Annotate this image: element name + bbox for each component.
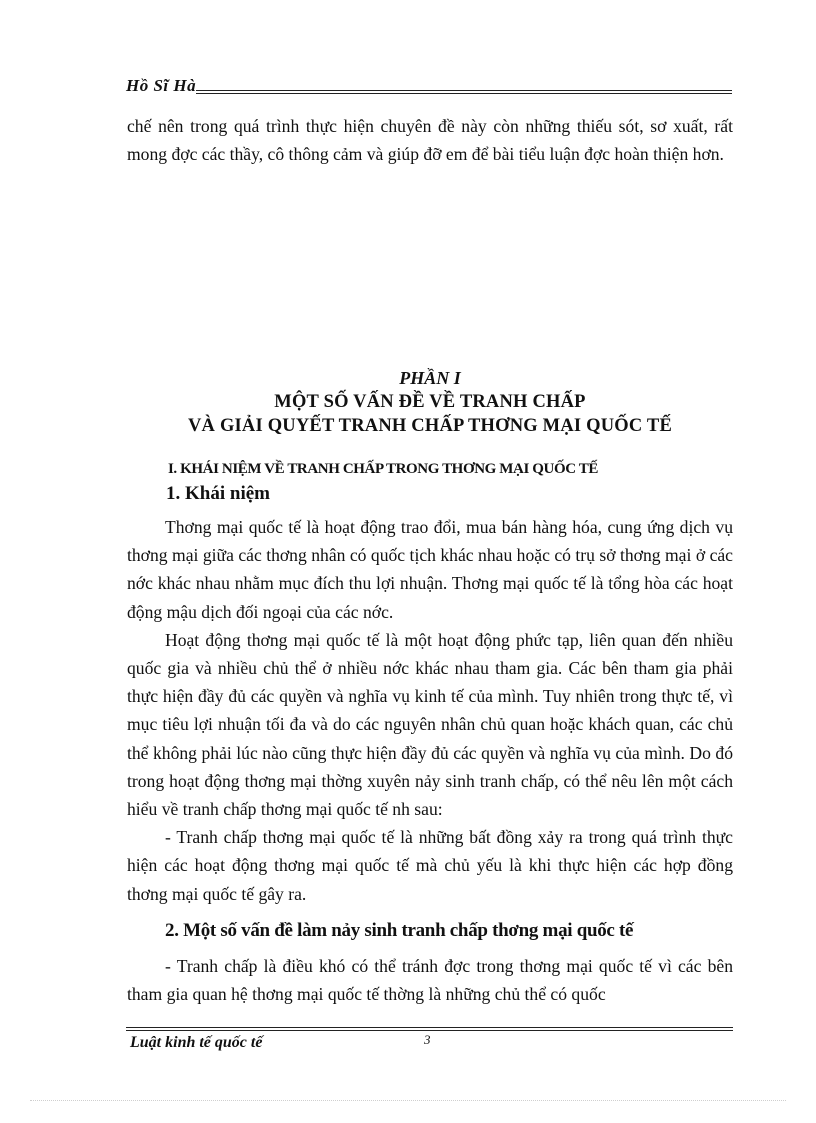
- paragraph: - Tranh chấp thơng mại quốc tế là những bất đồng xảy ra trong quá trình thực hiện các hoạt động thơng mại quốc tế mà chủ yếu là khi thực hiện các hợp đồng thơng mại quốc tế gây ra.: [127, 827, 733, 904]
- footer-title: Luật kinh tế quốc tế: [130, 1034, 263, 1051]
- intro-block: [127, 112, 733, 168]
- part-title-block: [127, 366, 733, 438]
- part-label: PHẦN I: [399, 368, 461, 388]
- header-rule-double: [196, 93, 732, 94]
- header-author: Hồ Sĩ Hà: [126, 76, 197, 95]
- paragraph: Hoạt động thơng mại quốc tế là một hoạt động phức tạp, liên quan đến nhiều quốc gia và nhiều chủ thể ở nhiều nớc khác nhau tham gia. Các bên tham gia phải thực hiện đầy đủ các quyền và nghĩa vụ kinh tế của mình. Tuy nhiên trong thực tế, vì mục tiêu lợi nhuận tối đa và do các nguyên nhân chủ quan hoặc khách quan, các chủ thể không phải lúc nào cũng thực hiện đầy đủ các quyền và nghĩa vụ của mình. Do đó trong hoạt động thơng mại thờng xuyên nảy sinh tranh chấp, có thể nêu lên một cách hiểu về tranh chấp thơng mại quốc tế nh sau:: [127, 629, 733, 820]
- subsection-2-body: [127, 952, 733, 1008]
- page-header: [126, 76, 732, 98]
- page-bottom-edge: [30, 1100, 786, 1101]
- part-title-line-2: VÀ GIẢI QUYẾT TRANH CHẤP THƠNG MẠI QUỐC TẾ: [188, 416, 672, 436]
- subsection-heading-2: 2. Một số vấn đề làm nảy sinh tranh chấp thơng mại quốc tế: [165, 920, 634, 941]
- part-title-line-1: MỘT SỐ VẤN ĐỀ VỀ TRANH CHẤP: [274, 392, 586, 412]
- intro-paragraph: chế nên trong quá trình thực hiện chuyên đề này còn những thiếu sót, sơ xuất, rất mong đợc các thầy, cô thông cảm và giúp đỡ em để bài tiểu luận đợc hoàn thiện hơn.: [127, 116, 733, 165]
- paragraph: - Tranh chấp là điều khó có thể tránh đợc trong thơng mại quốc tế vì các bên tham gia quan hệ thơng mại quốc tế thờng là những chủ thể có quốc: [127, 956, 733, 1005]
- footer-rule: [126, 1027, 733, 1028]
- paragraph: Thơng mại quốc tế là hoạt động trao đổi, mua bán hàng hóa, cung ứng dịch vụ thơng mại giữa các thơng nhân có quốc tịch khác nhau hoặc có trụ sở thơng mại ở các nớc khác nhau nhằm mục đích thu lợi nhuận. Thơng mại quốc tế là tổng hòa các hoạt động mậu dịch đối ngoại của các nớc.: [127, 517, 733, 622]
- page-number: 3: [424, 1032, 431, 1047]
- subsection-heading-1: 1. Khái niệm: [166, 483, 270, 504]
- header-rule: [196, 90, 732, 91]
- section-heading: I. KHÁI NIỆM VỀ TRANH CHẤP TRONG THƠNG MẠI QUỐC TẾ: [168, 461, 598, 477]
- subsection-1-body: [127, 513, 733, 908]
- footer-rule-double: [126, 1030, 733, 1031]
